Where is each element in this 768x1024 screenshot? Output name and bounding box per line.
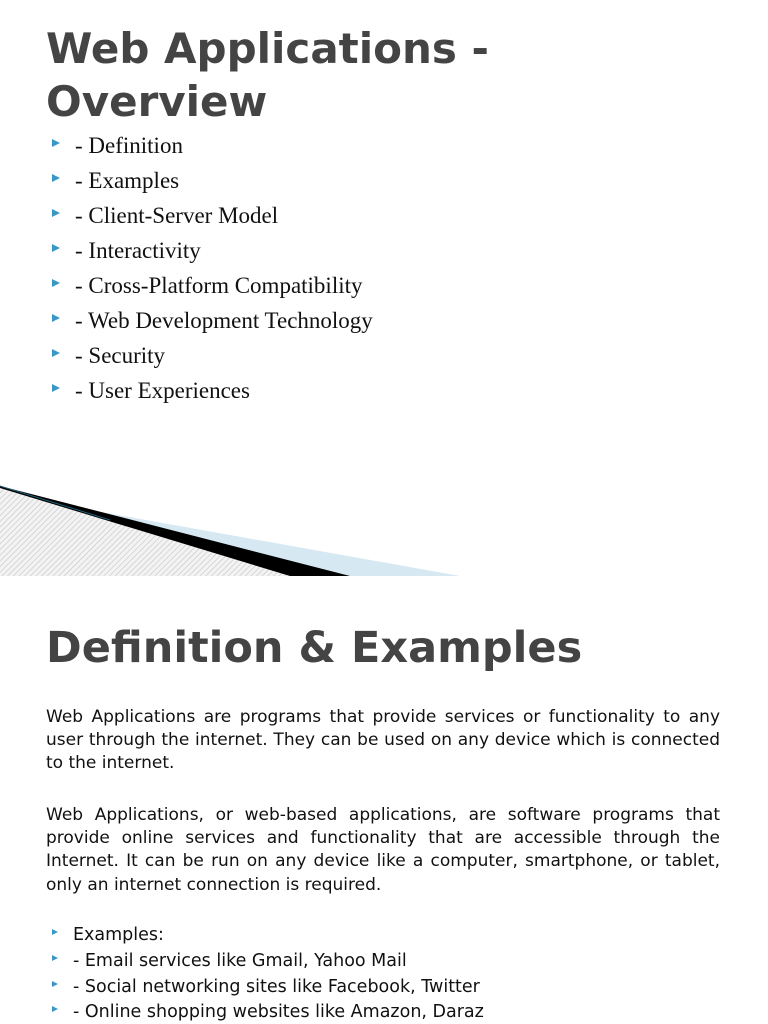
list-item	[52, 975, 484, 1001]
bullet-text: - Social networking sites like Facebook, Twitter	[73, 976, 480, 997]
examples-list	[52, 923, 484, 1024]
bullet-text: Examples:	[73, 925, 164, 945]
bullet-text: - Online shopping websites like Amazon, Daraz	[73, 1002, 484, 1023]
bullet-text: - User Experiences	[75, 378, 250, 403]
slide-definition	[0, 576, 768, 1024]
list-item	[52, 163, 373, 198]
bullet-arrow-icon	[52, 314, 60, 322]
bullet-text: - Email services like Gmail, Yahoo Mail	[73, 950, 407, 971]
slide-title: Definition & Examples	[46, 623, 583, 673]
bullet-arrow-icon	[52, 981, 58, 987]
list-item	[52, 338, 373, 373]
bullet-arrow-icon	[52, 384, 60, 392]
bullet-text: - Security	[75, 343, 166, 368]
bullet-arrow-icon	[52, 174, 60, 182]
list-item	[52, 233, 373, 268]
slide-title: Web Applications - Overview	[46, 24, 489, 126]
bullet-arrow-icon	[52, 279, 60, 287]
list-item	[52, 303, 373, 338]
list-item	[52, 198, 373, 233]
bullet-arrow-icon	[52, 139, 60, 147]
bullet-text: - Web Development Technology	[75, 308, 373, 333]
bullet-arrow-icon	[52, 929, 58, 935]
bullet-text: - Cross-Platform Compatibility	[75, 273, 363, 298]
paragraph-description: Web Applications, or web-based applications, are software programs that provide online services and functionality that are accessible through the Internet. It can be run on any device like a computer, smartphone, or tablet, only an internet connection is required.	[46, 805, 720, 895]
bullet-text: - Client-Server Model	[75, 203, 279, 228]
bullet-arrow-icon	[52, 244, 60, 252]
bullet-list	[52, 128, 373, 408]
bullet-arrow-icon	[52, 955, 58, 961]
list-item	[52, 373, 373, 408]
bullet-arrow-icon	[52, 1006, 58, 1012]
bullet-arrow-icon	[52, 349, 60, 357]
list-item	[52, 923, 484, 949]
list-item	[52, 268, 373, 303]
bullet-text: - Interactivity	[75, 238, 201, 263]
swoosh-decoration	[0, 470, 460, 576]
bullet-text: - Examples	[75, 168, 180, 193]
paragraph-definition: Web Applications are programs that provide services or functionality to any user through the internet. They can be used on any device which is connected to the internet.	[46, 707, 720, 774]
list-item	[52, 949, 484, 975]
list-item	[52, 1000, 484, 1024]
list-item	[52, 128, 373, 163]
bullet-text: - Definition	[75, 133, 183, 158]
bullet-arrow-icon	[52, 209, 60, 217]
